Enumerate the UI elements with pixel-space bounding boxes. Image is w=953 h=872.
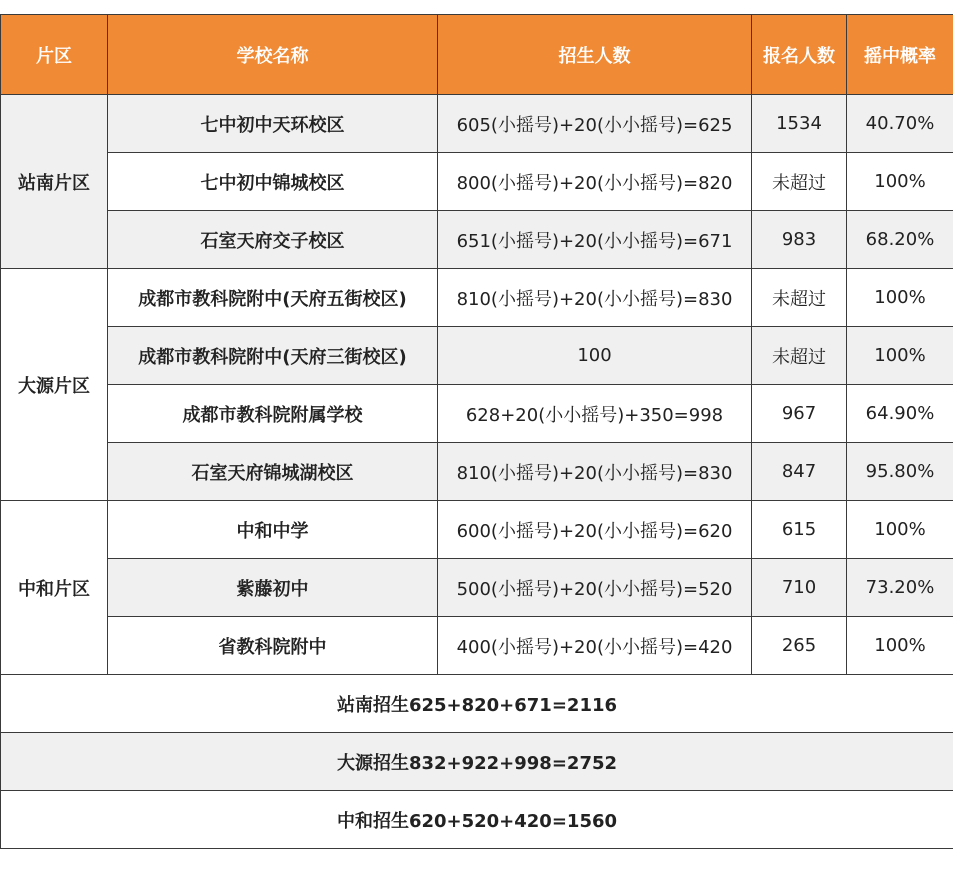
school-name-cell: 石室天府锦城湖校区 xyxy=(108,443,438,501)
header-row xyxy=(1,15,953,95)
district-cell: 中和片区 xyxy=(1,501,108,675)
school-name-cell: 成都市教科院附中(天府五街校区) xyxy=(108,269,438,327)
school-name-cell: 成都市教科院附属学校 xyxy=(108,385,438,443)
registered-cell: 1534 xyxy=(752,95,847,153)
rate-cell: 73.20% xyxy=(847,559,953,617)
registered-cell: 未超过 xyxy=(752,269,847,327)
header-lottery-rate: 摇中概率 xyxy=(847,15,953,95)
table-row xyxy=(1,617,953,675)
rate-cell: 100% xyxy=(847,501,953,559)
rate-cell: 64.90% xyxy=(847,385,953,443)
quota-cell: 800(小摇号)+20(小小摇号)=820 xyxy=(438,153,752,211)
table-row xyxy=(1,95,953,153)
registered-cell: 未超过 xyxy=(752,153,847,211)
quota-cell: 100 xyxy=(438,327,752,385)
registered-cell: 265 xyxy=(752,617,847,675)
school-name-cell: 七中初中锦城校区 xyxy=(108,153,438,211)
quota-cell: 810(小摇号)+20(小小摇号)=830 xyxy=(438,269,752,327)
header-school-name: 学校名称 xyxy=(108,15,438,95)
district-cell: 站南片区 xyxy=(1,95,108,269)
quota-cell: 605(小摇号)+20(小小摇号)=625 xyxy=(438,95,752,153)
rate-cell: 68.20% xyxy=(847,211,953,269)
rate-cell: 100% xyxy=(847,269,953,327)
registered-cell: 710 xyxy=(752,559,847,617)
school-name-cell: 七中初中天环校区 xyxy=(108,95,438,153)
summary-row xyxy=(1,791,953,849)
table-row xyxy=(1,211,953,269)
table-row xyxy=(1,559,953,617)
school-name-cell: 紫藤初中 xyxy=(108,559,438,617)
summary-zhonghe: 中和招生620+520+420=1560 xyxy=(1,791,953,849)
rate-cell: 40.70% xyxy=(847,95,953,153)
school-name-cell: 省教科院附中 xyxy=(108,617,438,675)
quota-cell: 600(小摇号)+20(小小摇号)=620 xyxy=(438,501,752,559)
header-enrollment-quota: 招生人数 xyxy=(438,15,752,95)
school-name-cell: 中和中学 xyxy=(108,501,438,559)
table-row xyxy=(1,269,953,327)
rate-cell: 100% xyxy=(847,327,953,385)
quota-cell: 500(小摇号)+20(小小摇号)=520 xyxy=(438,559,752,617)
header-registered-count: 报名人数 xyxy=(752,15,847,95)
table-row xyxy=(1,385,953,443)
registered-cell: 847 xyxy=(752,443,847,501)
summary-row xyxy=(1,675,953,733)
school-name-cell: 石室天府交子校区 xyxy=(108,211,438,269)
rate-cell: 100% xyxy=(847,617,953,675)
school-name-cell: 成都市教科院附中(天府三街校区) xyxy=(108,327,438,385)
header-district: 片区 xyxy=(1,15,108,95)
table-row xyxy=(1,153,953,211)
table-row xyxy=(1,501,953,559)
quota-cell: 400(小摇号)+20(小小摇号)=420 xyxy=(438,617,752,675)
table-row xyxy=(1,443,953,501)
summary-row xyxy=(1,733,953,791)
quota-cell: 810(小摇号)+20(小小摇号)=830 xyxy=(438,443,752,501)
quota-cell: 628+20(小小摇号)+350=998 xyxy=(438,385,752,443)
rate-cell: 100% xyxy=(847,153,953,211)
registered-cell: 983 xyxy=(752,211,847,269)
registered-cell: 未超过 xyxy=(752,327,847,385)
enrollment-table xyxy=(0,14,953,849)
registered-cell: 615 xyxy=(752,501,847,559)
summary-zhannan: 站南招生625+820+671=2116 xyxy=(1,675,953,733)
rate-cell: 95.80% xyxy=(847,443,953,501)
registered-cell: 967 xyxy=(752,385,847,443)
table-row xyxy=(1,327,953,385)
summary-dayuan: 大源招生832+922+998=2752 xyxy=(1,733,953,791)
district-cell: 大源片区 xyxy=(1,269,108,501)
quota-cell: 651(小摇号)+20(小小摇号)=671 xyxy=(438,211,752,269)
